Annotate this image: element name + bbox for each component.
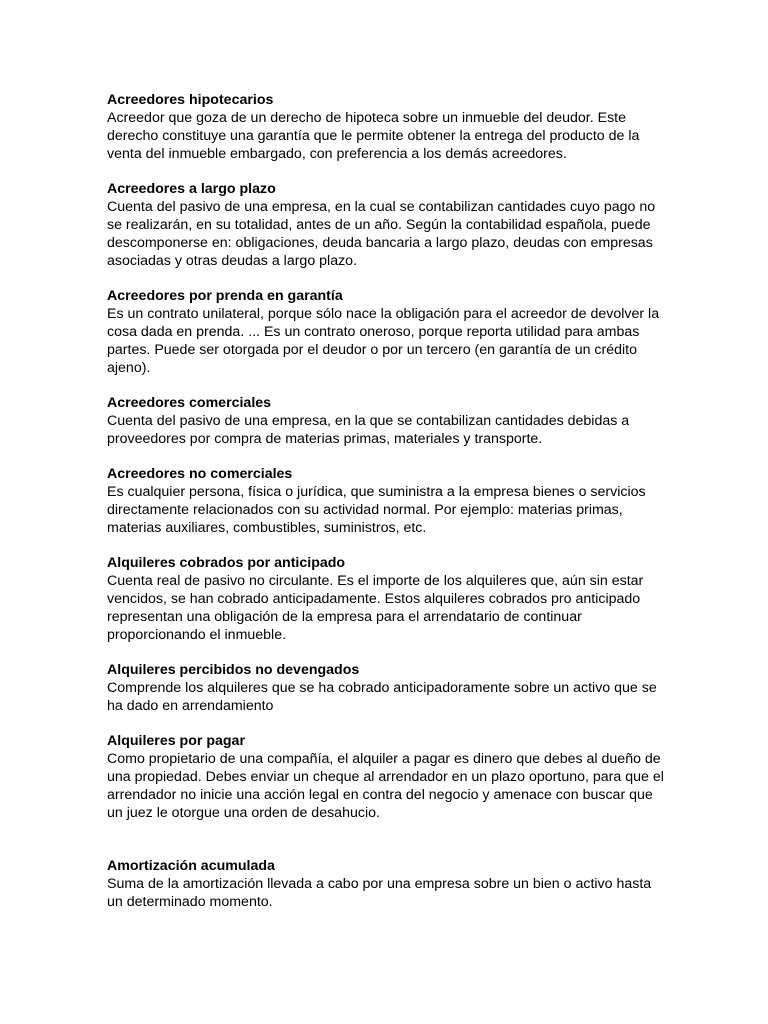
- glossary-entry-alquileres-por-pagar: [107, 732, 667, 822]
- entry-term: Acreedores hipotecarios: [107, 92, 274, 108]
- glossary-entry-acreedores-no-comerciales: [107, 465, 667, 537]
- entry-term: Amortización acumulada: [107, 858, 275, 874]
- entry-term: Alquileres cobrados por anticipado: [107, 555, 346, 571]
- entry-definition: Cuenta del pasivo de una empresa, en la cual se contabilizan cantidades cuyo pago no se realizarán, en su totalidad, antes de un año. Según la contabilidad española, puede descomponerse en: obligaciones, deuda bancaria a largo plazo, deudas con empresas asociadas y otras deudas a largo plazo.: [107, 199, 656, 269]
- entry-term: Alquileres por pagar: [107, 733, 245, 749]
- entry-definition: Comprende los alquileres que se ha cobrado anticipadoramente sobre un activo que se ha dado en arrendamiento: [107, 680, 657, 714]
- entry-definition: Cuenta real de pasivo no circulante. Es el importe de los alquileres que, aún sin estar vencidos, se han cobrado anticipadamente. Estos alquileres cobrados pro anticipado representan una obligación de la empresa para el arrendatario de continuar proporcionando el inmueble.: [107, 573, 644, 643]
- entry-definition: Es un contrato unilateral, porque sólo nace la obligación para el acreedor de devolver la cosa dada en prenda. ... Es un contrato oneroso, porque reporta utilidad para ambas partes. Puede ser otorgada por el deudor o por un tercero (en garantía de un crédito ajeno).: [107, 306, 660, 376]
- glossary-entry-acreedores-largo-plazo: [107, 180, 667, 270]
- entry-definition: Suma de la amortización llevada a cabo por una empresa sobre un bien o activo hasta un determinado momento.: [107, 876, 652, 910]
- entry-term: Acreedores por prenda en garantía: [107, 288, 343, 304]
- glossary-entry-acreedores-hipotecarios: [107, 91, 667, 163]
- document-page: [107, 91, 667, 928]
- entry-definition: Como propietario de una compañía, el alquiler a pagar es dinero que debes al dueño de una propiedad. Debes enviar un cheque al arrendador en un plazo oportuno, para que el arrendador no inicie una acción legal en contra del negocio y amenace con buscar que un juez le otorgue una orden de desahucio.: [107, 751, 664, 821]
- entry-definition: Es cualquier persona, física o jurídica, que suministra a la empresa bienes o servicios directamente relacionados con su actividad normal. Por ejemplo: materias primas, materias auxiliares, combustibles, suministros, etc.: [107, 484, 646, 536]
- glossary-entry-alquileres-percibidos: [107, 661, 667, 715]
- entry-term: Alquileres percibidos no devengados: [107, 662, 360, 678]
- entry-definition: Acreedor que goza de un derecho de hipoteca sobre un inmueble del deudor. Este derecho constituye una garantía que le permite obtener la entrega del producto de la venta del inmueble embargado, con preferencia a los demás acreedores.: [107, 110, 640, 162]
- entry-term: Acreedores no comerciales: [107, 466, 293, 482]
- entry-term: Acreedores comerciales: [107, 395, 272, 411]
- entry-term: Acreedores a largo plazo: [107, 181, 276, 197]
- glossary-entry-acreedores-prenda: [107, 287, 667, 377]
- glossary-entry-alquileres-cobrados: [107, 554, 667, 644]
- glossary-entry-acreedores-comerciales: [107, 394, 667, 448]
- entry-definition: Cuenta del pasivo de una empresa, en la que se contabilizan cantidades debidas a proveedores por compra de materias primas, materiales y transporte.: [107, 413, 630, 447]
- glossary-entry-amortizacion-acumulada: [107, 857, 667, 911]
